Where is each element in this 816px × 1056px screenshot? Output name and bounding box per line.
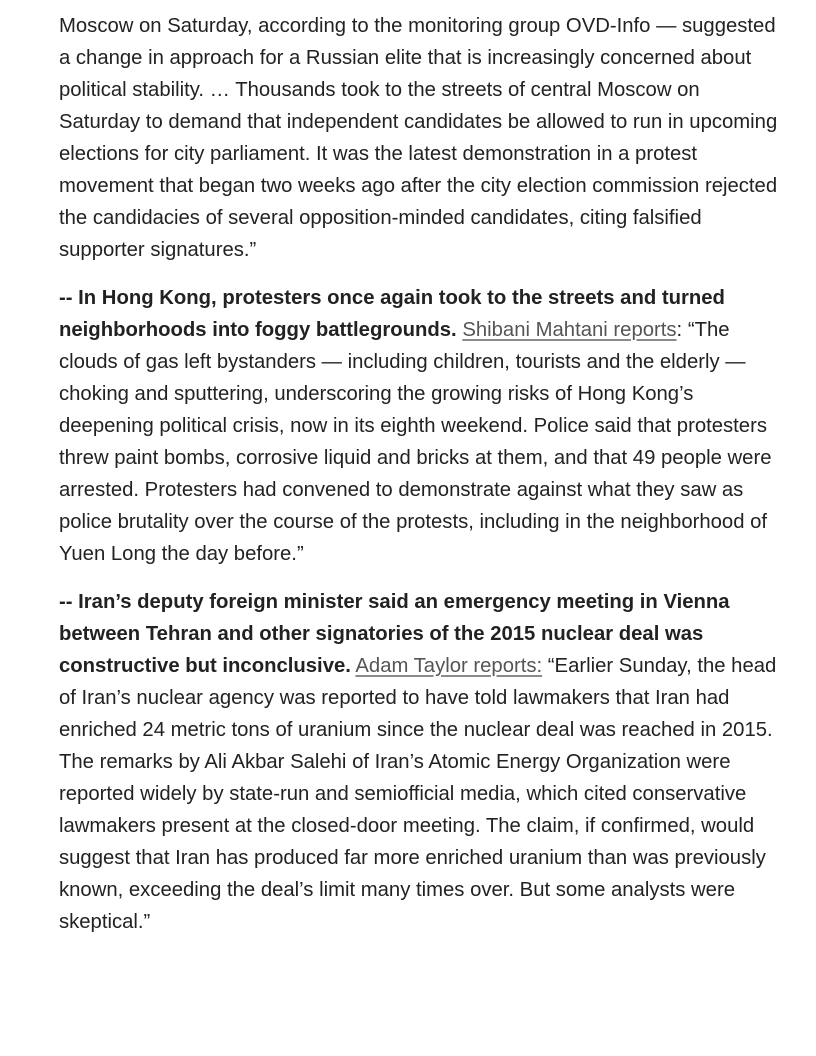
paragraph-moscow-protests: [59, 10, 779, 266]
paragraph-lead: -- Iran’s deputy foreign minister said an emergency meeting in Vienna between Tehran and other signatories of the 2015 nuclear deal was constructive but inconclusive.: [59, 591, 730, 677]
paragraph-iran: [59, 586, 779, 938]
paragraph-hong-kong: [59, 282, 779, 570]
paragraph-lead: -- In Hong Kong, protesters once again took to the streets and turned neighborhoods into foggy battlegrounds.: [59, 287, 725, 341]
paragraph-text: Moscow on Saturday, according to the monitoring group OVD-Info — suggested a change in approach for a Russian elite that is increasingly concerned about political stability. … Thousands took to the streets of central Moscow on Saturday to demand that independent candidates be allowed to run in upcoming elections for city parliament. It was the latest demonstration in a protest movement that began two weeks ago after the city election commission rejected the candidacies of several opposition-minded candidates, citing falsified supporter signatures.”: [59, 15, 778, 261]
paragraph-text: “Earlier Sunday, the head of Iran’s nuclear agency was reported to have told lawmakers that Iran had enriched 24 metric tons of uranium since the nuclear deal was reached in 2015. The remarks by Ali Akbar Salehi of Iran’s Atomic Energy Organization were reported widely by state-run and semiofficial media, which cited conservative lawmakers present at the closed-door meeting. The claim, if confirmed, would suggest that Iran has produced far more enriched uranium than was previously known, exceeding the deal’s limit many times over. But some analysts were skeptical.”: [59, 655, 777, 933]
adam-taylor-reports-link[interactable]: Adam Taylor reports:: [355, 655, 543, 677]
paragraph-text: : “The clouds of gas left bystanders — including children, tourists and the elderly — choking and sputtering, underscoring the growing risks of Hong Kong’s deepening political crisis, now in its eighth weekend. Police said that protesters threw paint bombs, corrosive liquid and bricks at them, and that 49 people were arrested. Protesters had convened to demonstrate against what they saw as police brutality over the course of the protests, including in the neighborhood of Yuen Long the day before.”: [59, 319, 772, 565]
article-body: [59, 10, 779, 954]
shibani-mahtani-reports-link[interactable]: Shibani Mahtani reports: [462, 319, 677, 341]
